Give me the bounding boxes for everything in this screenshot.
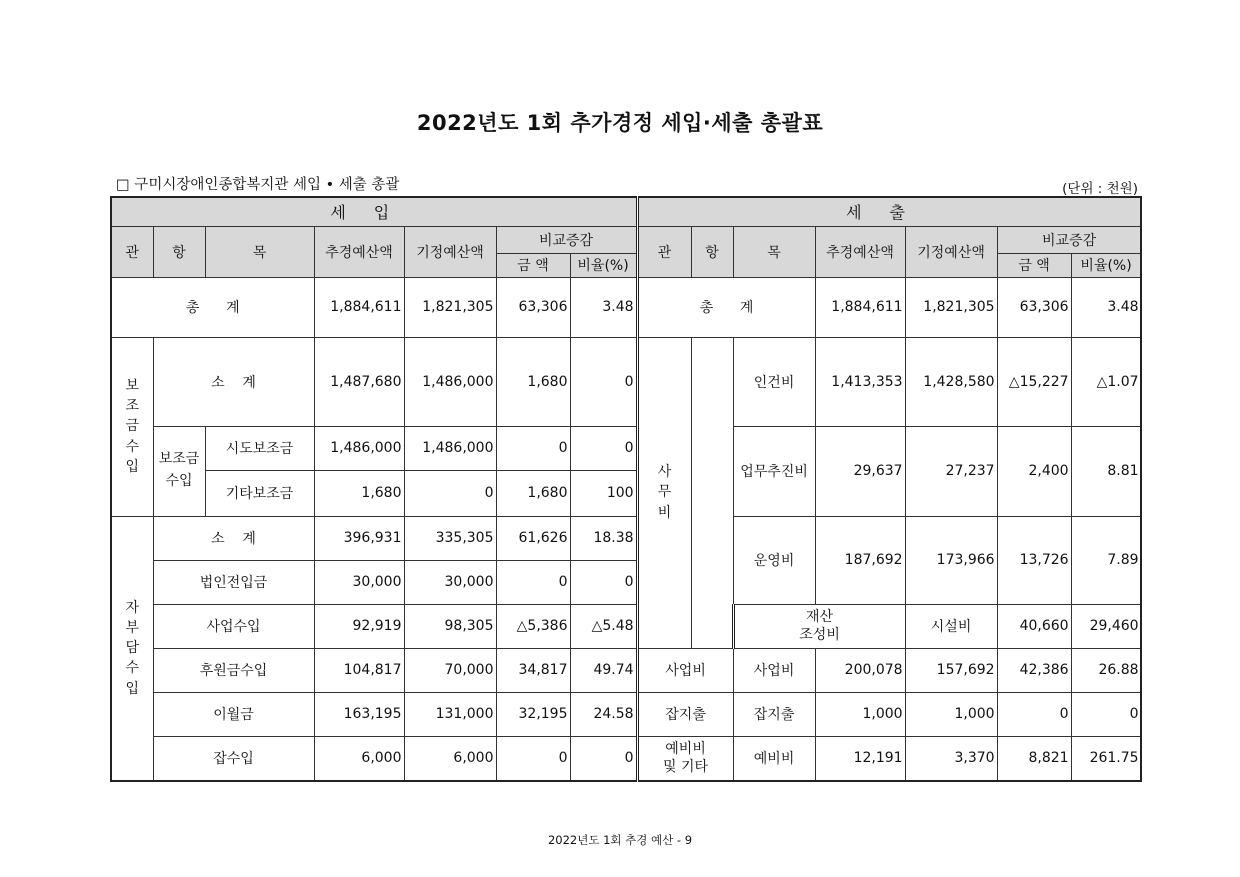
rev-mok-label: 사업수입 (153, 604, 314, 648)
exp-mok-label: 시설비 (905, 604, 997, 648)
exp-amount: 13,726 (997, 516, 1071, 604)
revenue-header: 세입 (111, 197, 637, 226)
rev-mok-label: 법인전입금 (153, 560, 314, 604)
exp-mok-label: 예비비 (733, 736, 815, 781)
table-row (111, 426, 1141, 470)
exp-exist: 29,460 (1071, 604, 1141, 648)
rev-supp-header: 추경예산액 (314, 226, 404, 277)
table-row (111, 736, 1141, 781)
rev-total-ratio: 3.48 (570, 277, 637, 337)
exp-existing-header: 기정예산액 (905, 226, 997, 277)
rev-exist: 131,000 (404, 692, 496, 736)
table-caption: □ 구미시장애인종합복지관 세입 • 세출 총괄 (116, 177, 400, 193)
rev-total-exist: 1,821,305 (404, 277, 496, 337)
rev-amount: 34,817 (496, 648, 570, 692)
exp-ratio: △1.07 (1071, 337, 1141, 426)
exp-supp-header: 추경예산액 (815, 226, 905, 277)
rev-ratio: 0 (570, 736, 637, 781)
exp-supp: 40,660 (997, 604, 1071, 648)
self-subtotal-supp: 396,931 (314, 516, 404, 560)
rev-comparison-header: 비교증감 (496, 226, 637, 253)
exp-mok-header: 목 (733, 226, 815, 277)
office-gwan-label: 사 무 비 (637, 337, 691, 648)
self-subtotal-ratio: 18.38 (570, 516, 637, 560)
exp-amount: 2,400 (997, 426, 1071, 516)
exp-total-supp: 1,884,611 (815, 277, 905, 337)
exp-exist: 173,966 (905, 516, 997, 604)
exp-amount: △15,227 (997, 337, 1071, 426)
exp-total-ratio: 3.48 (1071, 277, 1141, 337)
rev-ratio-header: 비율(%) (570, 253, 637, 277)
exp-hang-header: 항 (691, 226, 733, 277)
subsidy-gwan-label: 보 조 금 수 입 (111, 337, 153, 516)
exp-ratio-header: 비율(%) (1071, 253, 1141, 277)
expense-header: 세출 (637, 197, 1141, 226)
rev-amount: 0 (496, 736, 570, 781)
rev-ratio: △5.48 (570, 604, 637, 648)
rev-supp: 6,000 (314, 736, 404, 781)
exp-total-exist: 1,821,305 (905, 277, 997, 337)
exp-comparison-header: 비교증감 (997, 226, 1141, 253)
rev-exist: 6,000 (404, 736, 496, 781)
exp-supp: 200,078 (815, 648, 905, 692)
exp-gwan-label: 재산 조성비 (733, 604, 905, 648)
exp-mok-label: 사업비 (733, 648, 815, 692)
document-title: 2022년도 1회 추가경정 세입·세출 총괄표 (416, 111, 824, 135)
rev-supp: 30,000 (314, 560, 404, 604)
rev-total-label: 총 계 (111, 277, 314, 337)
rev-amount: 1,680 (496, 470, 570, 516)
rev-mok-label: 기타보조금 (205, 470, 314, 516)
rev-ratio: 100 (570, 470, 637, 516)
rev-amount-header: 금 액 (496, 253, 570, 277)
table-row (111, 277, 1141, 337)
exp-gwan-label: 예비비 및 기타 (637, 736, 733, 781)
subsidy-subtotal-ratio: 0 (570, 337, 637, 426)
rev-mok-label: 시도보조금 (205, 426, 314, 470)
exp-exist: 3,370 (905, 736, 997, 781)
exp-ratio: 26.88 (1071, 648, 1141, 692)
exp-ratio: 261.75 (1071, 736, 1141, 781)
exp-ratio: 0 (1071, 692, 1141, 736)
exp-supp: 1,000 (815, 692, 905, 736)
table-row (111, 648, 1141, 692)
subsidy-subtotal-exist: 1,486,000 (404, 337, 496, 426)
subsidy-subtotal-supp: 1,487,680 (314, 337, 404, 426)
exp-ratio: 7.89 (1071, 516, 1141, 604)
rev-mok-label: 이월금 (153, 692, 314, 736)
rev-hang-header: 항 (153, 226, 205, 277)
exp-gwan-label: 사업비 (637, 648, 733, 692)
rev-supp: 92,919 (314, 604, 404, 648)
rev-supp: 1,486,000 (314, 426, 404, 470)
exp-mok-label: 업무추진비 (733, 426, 815, 516)
exp-total-label: 총 계 (637, 277, 815, 337)
office-hang-empty (691, 337, 733, 648)
rev-total-supp: 1,884,611 (314, 277, 404, 337)
self-subtotal-label: 소 계 (153, 516, 314, 560)
rev-exist: 30,000 (404, 560, 496, 604)
rev-amount: △5,386 (496, 604, 570, 648)
subsidy-subtotal-amount: 1,680 (496, 337, 570, 426)
exp-total-amount: 63,306 (997, 277, 1071, 337)
exp-exist: 157,692 (905, 648, 997, 692)
rev-mok-header: 목 (205, 226, 314, 277)
rev-exist: 0 (404, 470, 496, 516)
rev-amount: 32,195 (496, 692, 570, 736)
exp-amount: 8,821 (997, 736, 1071, 781)
budget-summary-table (110, 196, 1142, 782)
exp-supp: 1,413,353 (815, 337, 905, 426)
unit-label: (단위 : 천원) (1062, 181, 1138, 197)
exp-mok-label: 운영비 (733, 516, 815, 604)
table-row (111, 516, 1141, 560)
exp-gwan-header: 관 (637, 226, 691, 277)
exp-amount: 42,386 (997, 648, 1071, 692)
exp-exist: 27,237 (905, 426, 997, 516)
rev-ratio: 24.58 (570, 692, 637, 736)
rev-exist: 98,305 (404, 604, 496, 648)
table-row (111, 692, 1141, 736)
rev-ratio: 0 (570, 560, 637, 604)
page-footer: 2022년도 1회 추경 예산 - 9 (547, 833, 693, 847)
rev-existing-header: 기정예산액 (404, 226, 496, 277)
self-subtotal-amount: 61,626 (496, 516, 570, 560)
rev-mok-label: 후원금수입 (153, 648, 314, 692)
table-row (111, 337, 1141, 426)
rev-supp: 163,195 (314, 692, 404, 736)
exp-exist: 1,000 (905, 692, 997, 736)
rev-ratio: 49.74 (570, 648, 637, 692)
exp-ratio: 8.81 (1071, 426, 1141, 516)
rev-mok-label: 잡수입 (153, 736, 314, 781)
rev-gwan-header: 관 (111, 226, 153, 277)
exp-supp: 29,637 (815, 426, 905, 516)
table-row (111, 604, 1141, 648)
exp-gwan-label: 잡지출 (637, 692, 733, 736)
self-subtotal-exist: 335,305 (404, 516, 496, 560)
exp-mok-label: 잡지출 (733, 692, 815, 736)
rev-total-amount: 63,306 (496, 277, 570, 337)
subsidy-hang-label: 보조금 수입 (153, 426, 205, 516)
rev-supp: 1,680 (314, 470, 404, 516)
exp-amount-header: 금 액 (997, 253, 1071, 277)
exp-exist: 1,428,580 (905, 337, 997, 426)
rev-supp: 104,817 (314, 648, 404, 692)
subsidy-subtotal-label: 소 계 (153, 337, 314, 426)
exp-amount: 0 (997, 692, 1071, 736)
exp-mok-label: 인건비 (733, 337, 815, 426)
exp-supp: 187,692 (815, 516, 905, 604)
rev-amount: 0 (496, 426, 570, 470)
rev-exist: 70,000 (404, 648, 496, 692)
rev-amount: 0 (496, 560, 570, 604)
rev-exist: 1,486,000 (404, 426, 496, 470)
self-gwan-label: 자 부 담 수 입 (111, 516, 153, 781)
exp-supp: 12,191 (815, 736, 905, 781)
rev-ratio: 0 (570, 426, 637, 470)
